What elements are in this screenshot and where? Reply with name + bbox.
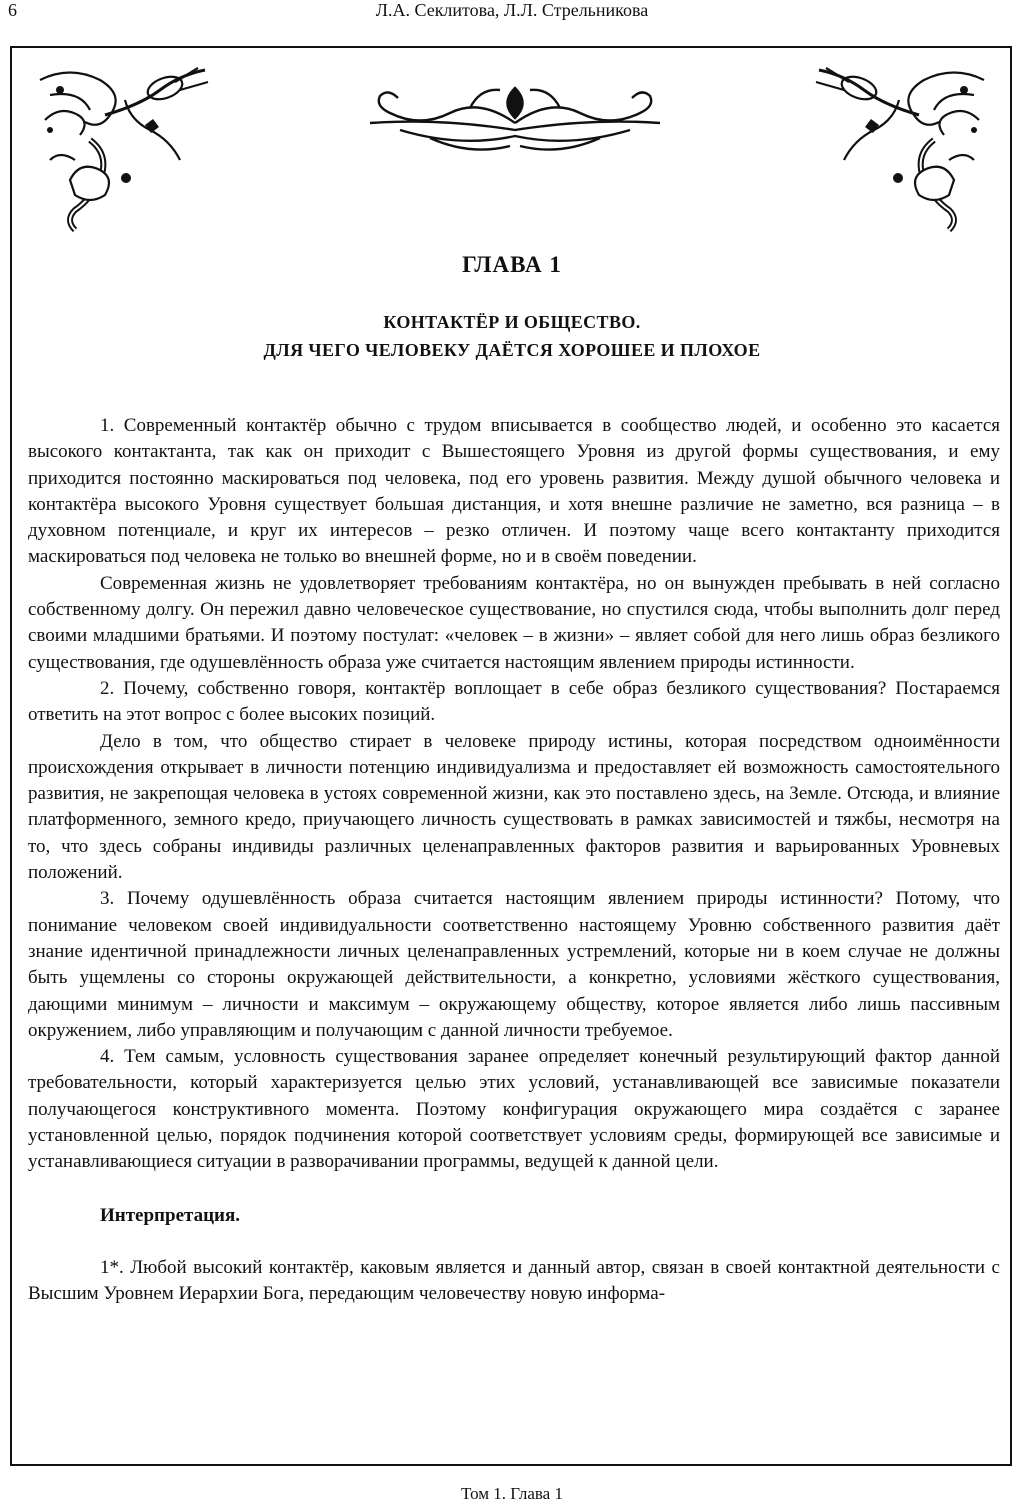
subtitle-line-2: ДЛЯ ЧЕГО ЧЕЛОВЕКУ ДАЁТСЯ ХОРОШЕЕ И ПЛОХОЕ — [263, 340, 761, 360]
page-footer: Том 1. Глава 1 — [461, 1484, 563, 1503]
center-flourish-icon — [360, 68, 670, 158]
interpretation-heading: Интерпретация. — [100, 1204, 240, 1226]
subtitle-line-1: КОНТАКТЁР И ОБЩЕСТВО. — [383, 312, 641, 332]
paragraph: 4. Тем самым, условность существования заранее определяет конечный результирующий фактор данной требовательности, который характеризуется целью этих условий, устанавливающей все зависимые показатели получающегося конструктивного момента. Поэтому конфигурация окружающего мира создаётся с заранее установленной целью, порядок подчинения которой соответствует условиям среды, формирующей все зависимые и устанавливающиеся ситуации в разворачивании программы, ведущей к данной цели. — [28, 1046, 1000, 1173]
chapter-body — [28, 413, 1000, 1308]
paragraph: 1. Современный контактёр обычно с трудом вписывается в сообщество людей, и особенно это касается высокого контактанта, так как он приходит с Вышестоящего Уровня из другой формы существования, и ему приходится постоянно маскироваться под человека, под его уровень развития. Между душой обычного человека и контактёра высокого Уровня существует большая дистанция, и хотя внешне различие не заметно, вся разница – в духовном потенциале, и круг их интересов – резко отличен. И поэтому чаще всего контактанту приходится маскироваться под человека не только во внешней форме, но и в своём поведении. — [28, 415, 1000, 568]
corner-ornament-right-icon — [794, 60, 994, 235]
paragraph: Дело в том, что общество стирает в человеке природу истины, которая посредством одноимённости происхождения открывает в личности потенцию индивидуализма и предоставляет ей возможность самостоятельного развития, не закрепощая человека в устоях современной жизни, как это поставлено здесь, на Земле. Отсюда, и влияние платформенного, земного кредо, приучающего личность существовать в рамках зависимостей и тяжбы, несмотря на то, что здесь собраны индивиды различных целенаправленных факторов развития и варьированных Уровневых положений. — [28, 730, 1000, 884]
chapter-title: ГЛАВА 1 — [462, 252, 562, 277]
running-header-authors: Л.А. Секлитова, Л.Л. Стрельникова — [375, 0, 649, 20]
corner-ornament-left-icon — [30, 60, 230, 235]
interpretation-paragraph: 1*. Любой высокий контактёр, каковым является и данный автор, связан в своей контактной деятельности с Высшим Уровнем Иерархии Бога, передающим человечеству новую информа- — [28, 1256, 1000, 1305]
page-number: 6 — [8, 0, 17, 20]
paragraph: 3. Почему одушевлённость образа считается настоящим явлением природы истинности? Потому, что понимание человеком своей индивидуальности соответственно настоящему Уровню собственного развития даёт знание идентичной принадлежности личных целенаправленных устремлений, которые ни в коем случае не должны быть ущемлены со стороны окружающей действительности, а конкретно, условиями жёсткого существования, дающими минимум – личности и максимум – окружающему обществу, которое является либо лишь пассивным окружением, либо управляющим и получающим с данной личности требуемое. — [28, 888, 1000, 1041]
chapter-subtitle — [0, 308, 1024, 364]
paragraph: 2. Почему, собственно говоря, контактёр воплощает в себе образ безликого существования? Постараемся ответить на этот вопрос с более высоких позиций. — [28, 677, 1000, 726]
paragraph: Современная жизнь не удовлетворяет требованиям контактёра, но он вынужден пребывать в ней согласно собственному долгу. Он пережил давно человеческое существование, но спустился сюда, чтобы выполнить долг перед своими младшими братьями. И поэтому постулат: «человек – в жизни» – являет собой для него лишь образ безликого существования, где одушевлённость образа уже считается настоящим явлением природы истинности. — [28, 572, 1000, 673]
